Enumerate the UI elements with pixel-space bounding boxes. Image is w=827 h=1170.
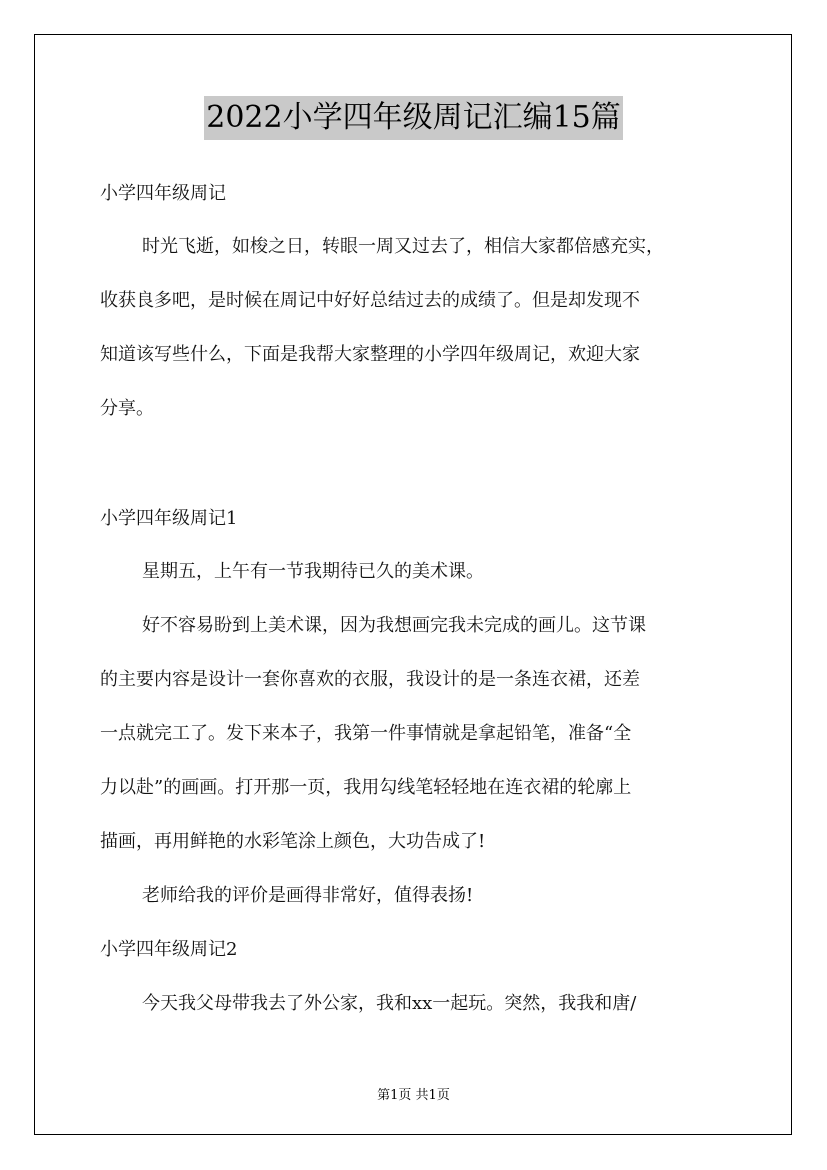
paragraph-4-line: 今天我父母带我去了外公家，我和xx一起玩。突然，我我和唐/: [142, 993, 637, 1014]
section-heading-1: 小学四年级周记1: [100, 508, 238, 529]
intro-line-1: 时光飞逝，如梭之日，转眼一周又过去了，相信大家都倍感充实，: [142, 236, 664, 257]
paragraph-2-line-3: 一点就完工了。发下来本子，我第一件事情就是拿起铅笔，准备“全: [100, 723, 632, 744]
paragraph-2-line-2: 的主要内容是设计一套你喜欢的衣服，我设计的是一条连衣裙，还差: [100, 669, 640, 690]
paragraph-3-line: 老师给我的评价是画得非常好，值得表扬!: [142, 885, 474, 906]
intro-line-3: 知道该写些什么，下面是我帮大家整理的小学四年级周记，欢迎大家: [100, 344, 640, 365]
section-heading-intro: 小学四年级周记: [100, 183, 226, 204]
page-footer: 第1页 共1页: [377, 1088, 450, 1103]
paragraph-2-line-4: 力以赴”的画画。打开那一页，我用勾线笔轻轻地在连衣裙的轮廓上: [100, 777, 632, 798]
intro-line-2: 收获良多吧，是时候在周记中好好总结过去的成绩了。但是却发现不: [100, 290, 640, 311]
paragraph-2-line-1: 好不容易盼到上美术课，因为我想画完我未完成的画儿。这节课: [142, 615, 646, 636]
paragraph-1-line: 星期五，上午有一节我期待已久的美术课。: [142, 561, 484, 582]
section-heading-2: 小学四年级周记2: [100, 939, 238, 960]
intro-line-4: 分享。: [100, 398, 154, 419]
paragraph-2-line-5: 描画，再用鲜艳的水彩笔涂上颜色，大功告成了!: [100, 831, 486, 852]
document-title: 2022小学四年级周记汇编15篇: [204, 96, 623, 140]
title-wrap: [0, 96, 827, 140]
